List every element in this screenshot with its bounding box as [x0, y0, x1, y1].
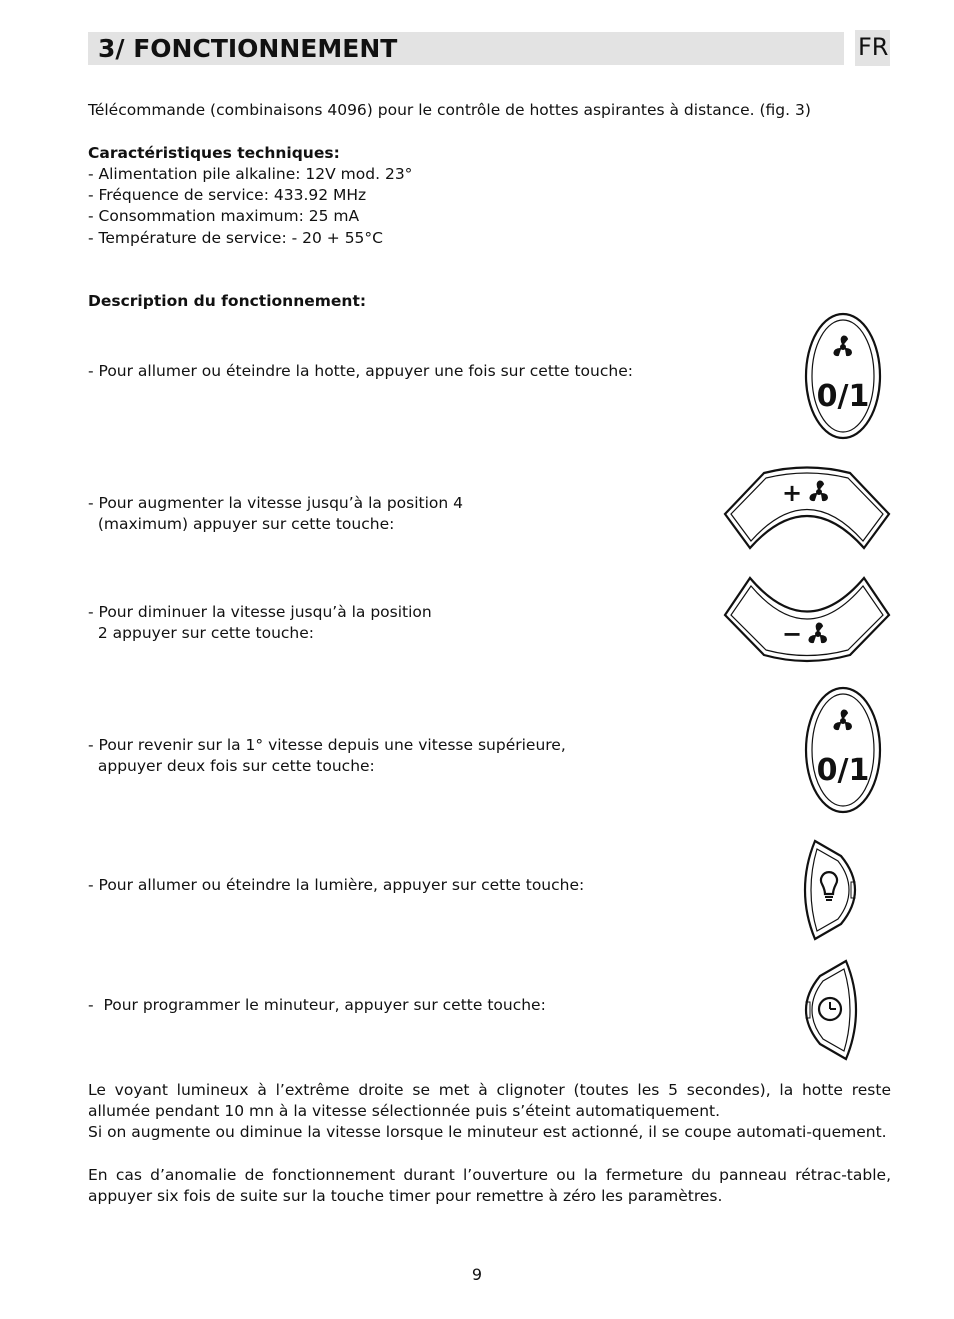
step-text: - Pour allumer ou éteindre la lumière, appuyer sur cette touche: [88, 876, 585, 894]
fan-icon [834, 711, 851, 730]
clock-icon [819, 998, 841, 1020]
step-text: (maximum) appuyer sur cette touche: [88, 515, 395, 533]
fan-minus-button-icon [722, 575, 892, 663]
spec-item: - Alimentation pile alkaline: 12V mod. 23° [88, 165, 413, 183]
minus-sign: − [781, 620, 803, 648]
step-text: - Pour allumer ou éteindre la hotte, appuyer une fois sur cette touche: [88, 362, 633, 380]
intro-text: Télécommande (combinaisons 4096) pour le contrôle de hottes aspirantes à distance. (fig. 3) [88, 101, 811, 119]
step-text: - Pour programmer le minuteur, appuyer sur cette touche: [88, 996, 546, 1014]
spec-item: - Fréquence de service: 433.92 MHz [88, 186, 367, 204]
fan-icon [810, 482, 827, 501]
power-label: 0/1 [816, 379, 870, 414]
note-paragraph: Si on augmente ou diminue la vitesse lorsque le minuteur est actionné, il se coupe automati-quement. [88, 1123, 887, 1141]
note-paragraph: En cas d’anomalie de fonctionnement durant l’ouverture ou la fermeture du panneau rétrac-table, appuyer six fois de suite sur la touche timer pour remettre à zéro les paramètres. [88, 1166, 891, 1205]
step-text: appuyer deux fois sur cette touche: [88, 757, 375, 775]
power-fan-button-icon [803, 311, 883, 441]
step-text: 2 appuyer sur cette touche: [88, 624, 315, 642]
light-bulb-icon [821, 872, 837, 900]
language-label: FR [858, 33, 889, 61]
specs-heading: Caractéristiques techniques: [88, 144, 340, 162]
fan-plus-button-icon [722, 468, 892, 552]
plus-sign: + [781, 479, 803, 507]
fan-icon [834, 337, 851, 356]
fan-icon [809, 624, 826, 643]
light-bulb-button-icon [803, 838, 858, 942]
spec-item: - Température de service: - 20 + 55°C [88, 229, 383, 247]
note-paragraph: Le voyant lumineux à l’extrême droite se met à clignoter (toutes les 5 secondes), la hotte reste allumée pendant 10 mn à la vitesse sélectionnée puis s’éteint automatiquement. [88, 1081, 891, 1120]
power-label: 0/1 [816, 753, 870, 788]
timer-clock-button-icon [803, 958, 858, 1062]
power-fan-button-icon [803, 685, 883, 815]
step-text: - Pour augmenter la vitesse jusqu’à la position 4 [88, 494, 464, 512]
section-title: 3/ FONCTIONNEMENT [98, 34, 398, 63]
page-number: 9 [471, 1265, 483, 1284]
step-text: - Pour revenir sur la 1° vitesse depuis une vitesse supérieure, [88, 736, 566, 754]
spec-item: - Consommation maximum: 25 mA [88, 207, 360, 225]
step-text: - Pour diminuer la vitesse jusqu’à la position [88, 603, 432, 621]
operation-heading: Description du fonctionnement: [88, 292, 367, 310]
